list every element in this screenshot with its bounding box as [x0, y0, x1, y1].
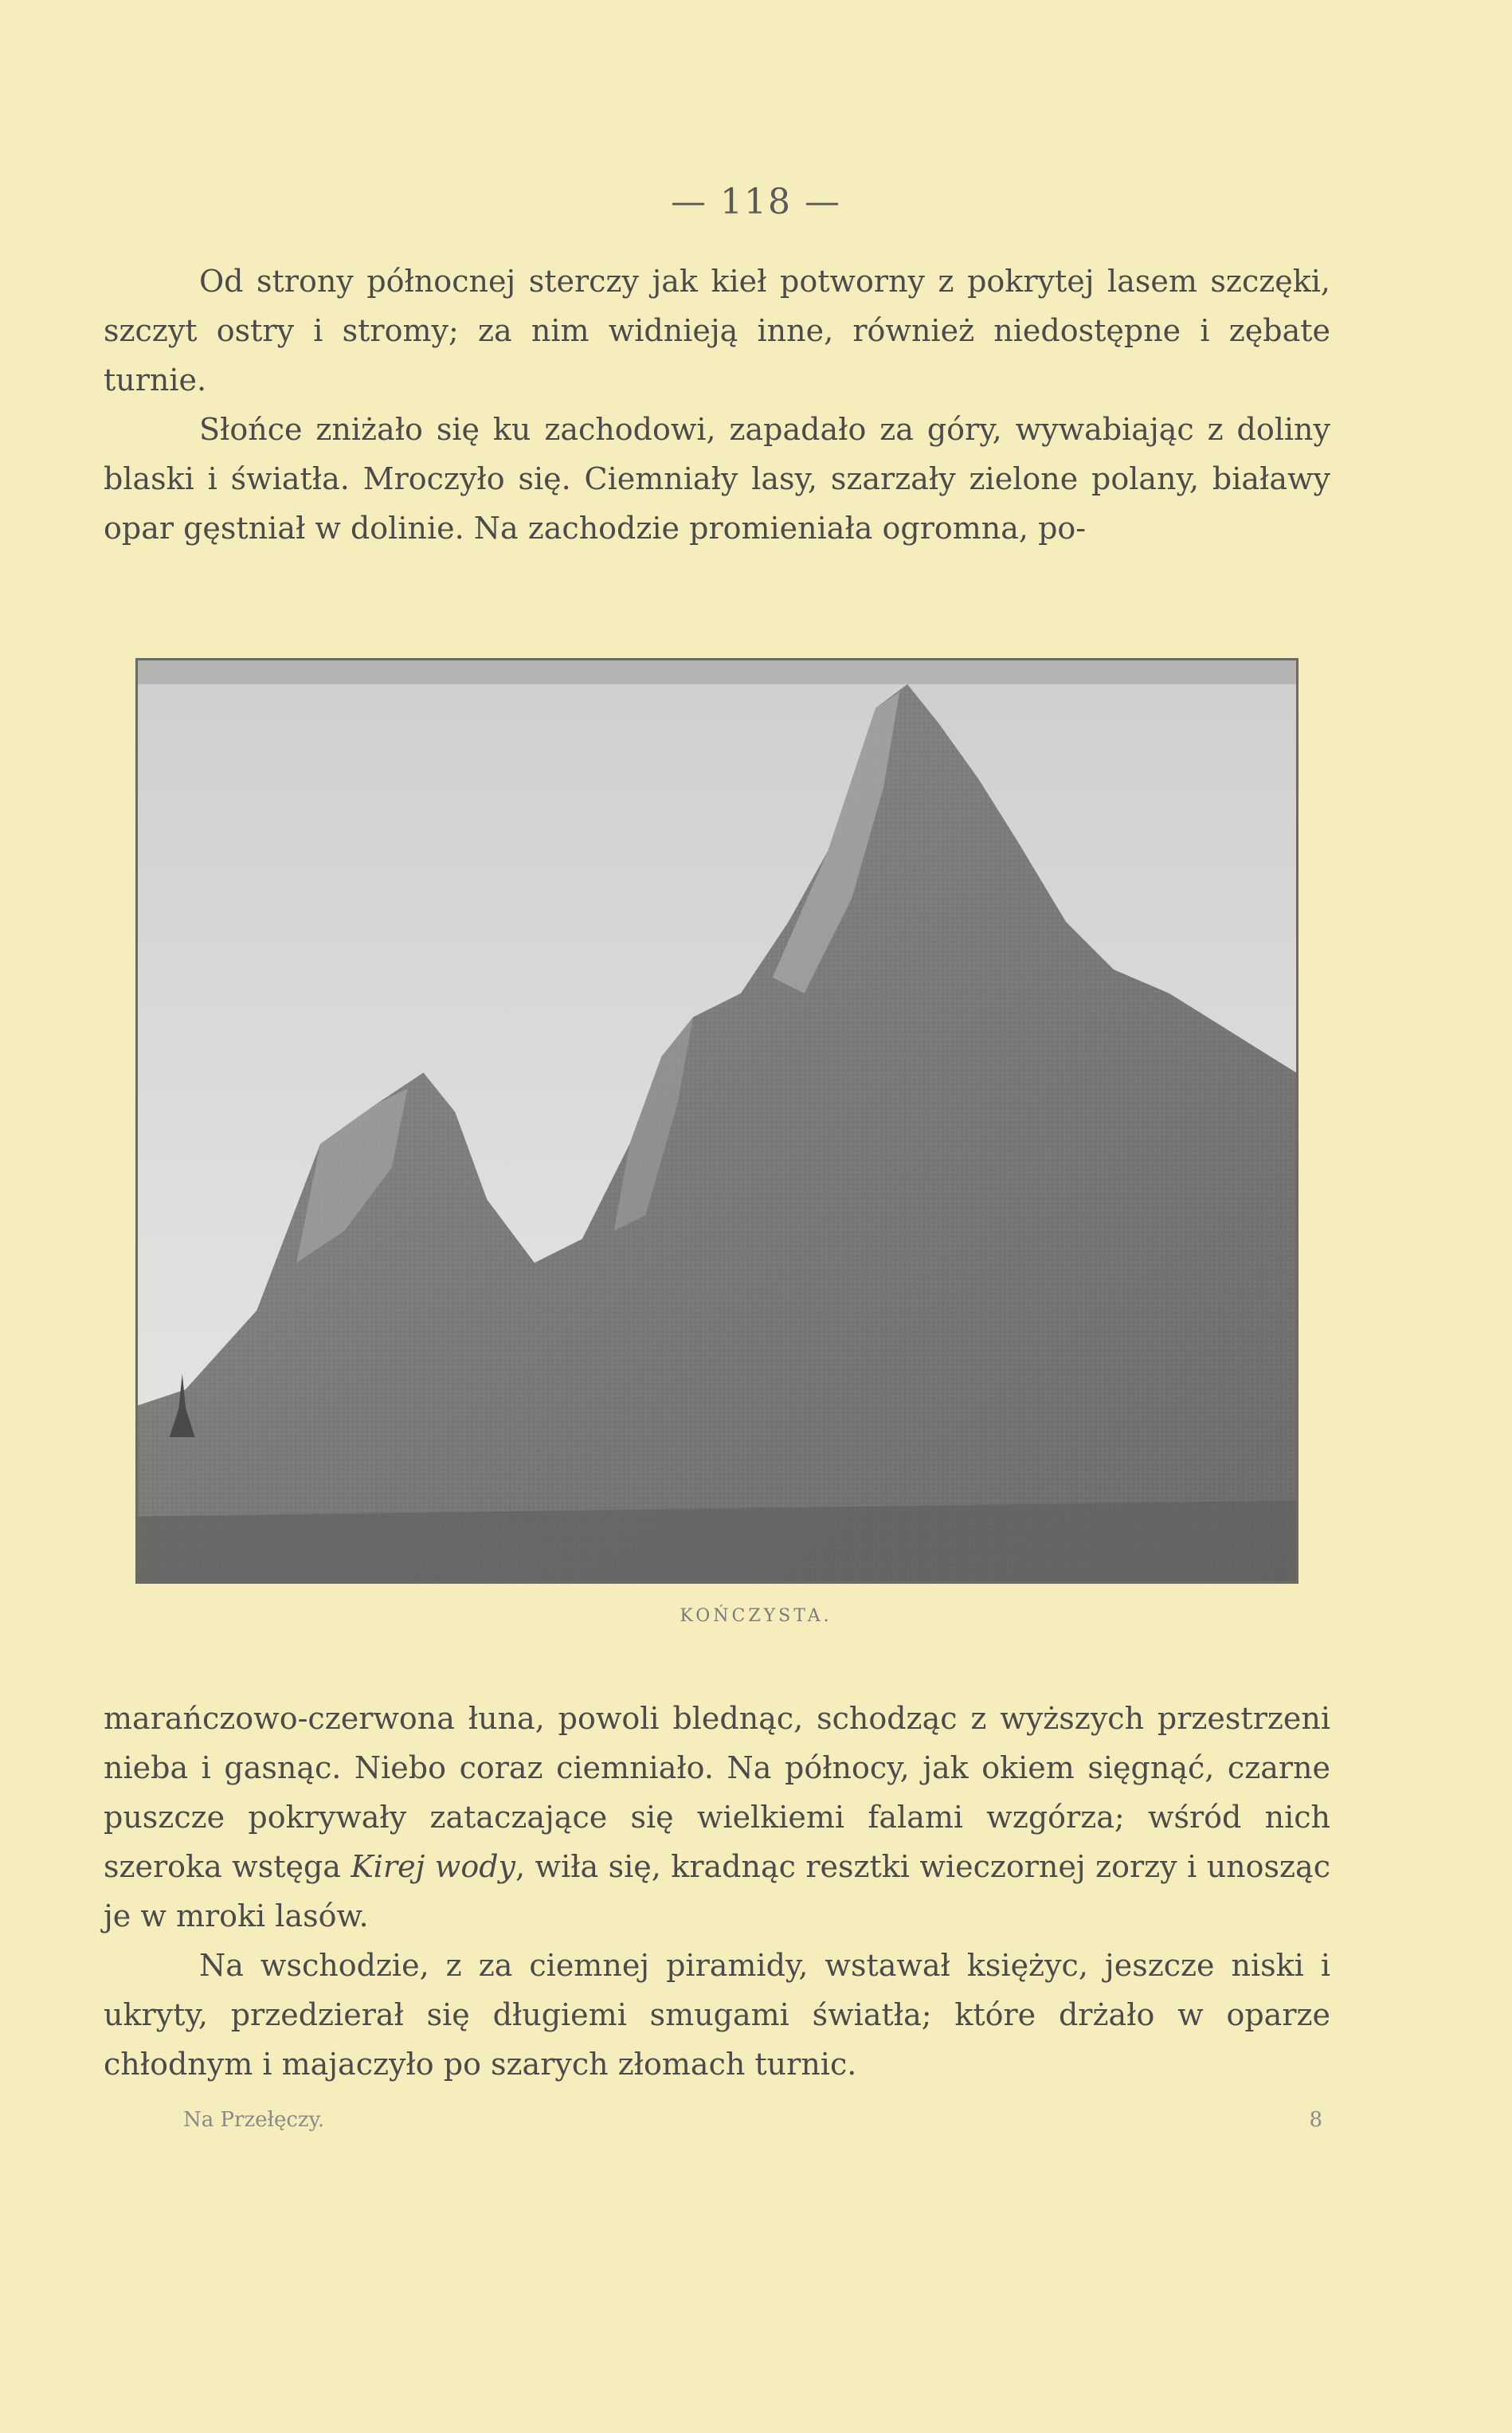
- mountain-peak-image: [138, 660, 1296, 1581]
- paragraph-moon: Na wschodzie, z za ciemnej piramidy, wstawał księżyc, jeszcze niski i ukryty, przedzierał się długiemi smugami światła; które drżało w oparze chłodnym i majaczyło po szarych złomach turnic.: [104, 1948, 1330, 2082]
- paragraph-sunset: Słońce zniżało się ku zachodowi, zapadało za góry, wywabiając z doliny blaski i światła. Mroczyło się. Ciemniały lasy, szarzały zielone polany, białawy opar gęstniał w dolinie. Na zachodzie promieniała ogromna, po-: [104, 412, 1330, 546]
- glow-text-after: , wiła się, kradnąc resztki wieczornej zorzy i unosząc je w mroki lasów.: [104, 1849, 1330, 1933]
- paragraph-north: Od strony północnej sterczy jak kieł potworny z pokrytej lasem szczęki, szczyt ostry i stromy; za nim widnieją inne, również niedostępne i zębate turnie.: [104, 264, 1330, 398]
- footer-sheet-number: 8: [1309, 2108, 1322, 2132]
- figure-caption: KOŃCZYSTA.: [680, 1606, 832, 1626]
- top-text-block: [104, 257, 1330, 553]
- mountain-illustration: [135, 658, 1299, 1584]
- paragraph-glow: [104, 1694, 1330, 1941]
- footer-signature: Na Przełęczy.: [183, 2108, 325, 2132]
- page-footer: [183, 2108, 1322, 2140]
- river-name: Kirej wody: [351, 1849, 516, 1884]
- bottom-text-block: [104, 1694, 1330, 2089]
- glow-text-before: marańczowo-czerwona łuna, powoli blednąc, schodząc z wyższych przestrzeni nieba i gasnąc. Niebo coraz ciemniało. Na północy, jak okiem sięgnąć, czarne puszcze pokrywały zataczające się wielkiemi falami wzgórza; wśród nich szeroka wstęga: [104, 1701, 1330, 1884]
- page-number: — 118 —: [671, 182, 841, 222]
